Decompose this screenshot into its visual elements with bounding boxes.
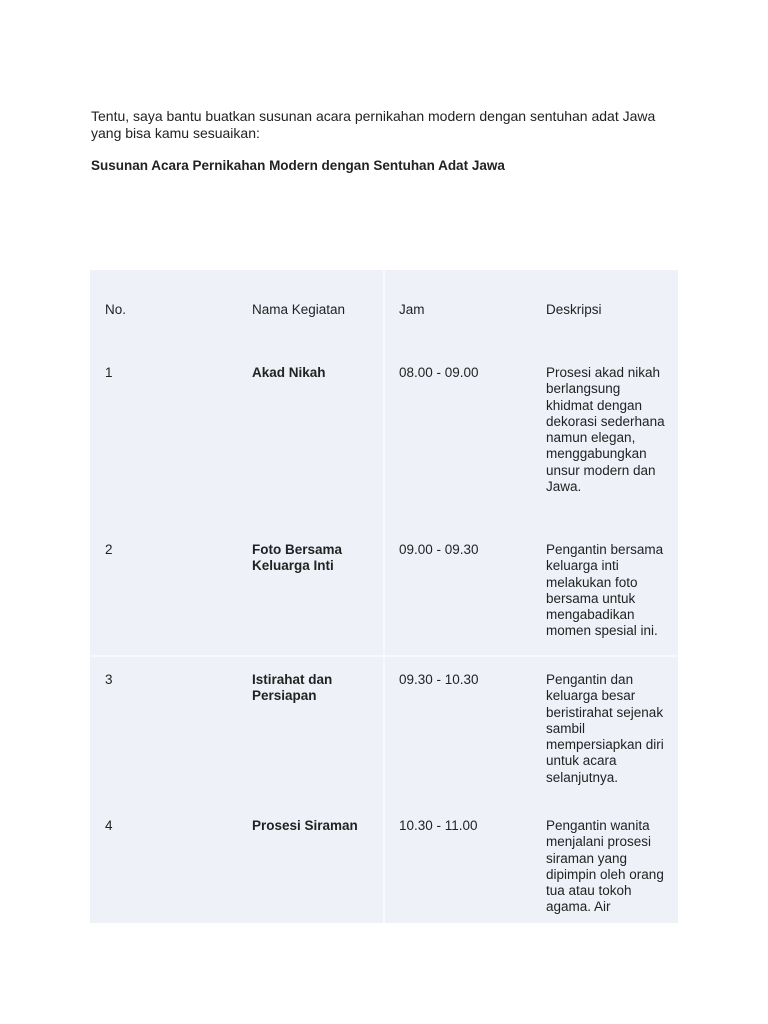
schedule-table xyxy=(90,270,678,923)
row-3-no: 3 xyxy=(105,672,113,687)
row-1-time: 08.00 - 09.00 xyxy=(399,365,479,380)
row-1-description: Prosesi akad nikah berlangsung khidmat dengan dekorasi sederhana namun elegan, menggabungkan unsur modern dan Jawa. xyxy=(546,365,665,495)
row-2-description: Pengantin bersama keluarga inti melakukan foto bersama untuk mengabadikan momen spesial ini. xyxy=(546,542,664,639)
row-3-activity-name: Istirahat dan Persiapan xyxy=(252,672,333,704)
row-1-no: 1 xyxy=(105,365,113,380)
row-divider xyxy=(90,655,678,657)
row-3-time: 09.30 - 10.30 xyxy=(399,672,479,687)
row-4-activity-name: Prosesi Siraman xyxy=(252,818,358,833)
header-time: Jam xyxy=(399,302,425,317)
header-description: Deskripsi xyxy=(546,302,602,317)
header-no: No. xyxy=(105,302,127,317)
row-4-time: 10.30 - 11.00 xyxy=(399,818,478,833)
row-2-no: 2 xyxy=(105,542,113,557)
row-2-activity-name: Foto Bersama Keluarga Inti xyxy=(252,542,343,574)
column-divider xyxy=(383,270,385,923)
row-3-description: Pengantin dan keluarga besar beristirahat sejenak sambil mempersiapkan diri untuk acara selanjutnya. xyxy=(546,672,664,785)
header-activity-name: Nama Kegiatan xyxy=(252,302,346,317)
row-4-description: Pengantin wanita menjalani prosesi siraman yang dipimpin oleh orang tua atau tokoh agama. Air xyxy=(546,818,664,915)
row-1-activity-name: Akad Nikah xyxy=(252,365,326,380)
row-2-time: 09.00 - 09.30 xyxy=(399,542,479,557)
intro-text: Tentu, saya bantu buatkan susunan acara pernikahan modern dengan sentuhan adat Jawa yang bisa kamu sesuaikan: xyxy=(91,108,656,141)
document-title: Susunan Acara Pernikahan Modern dengan Sentuhan Adat Jawa xyxy=(91,158,505,173)
row-4-no: 4 xyxy=(105,818,113,833)
